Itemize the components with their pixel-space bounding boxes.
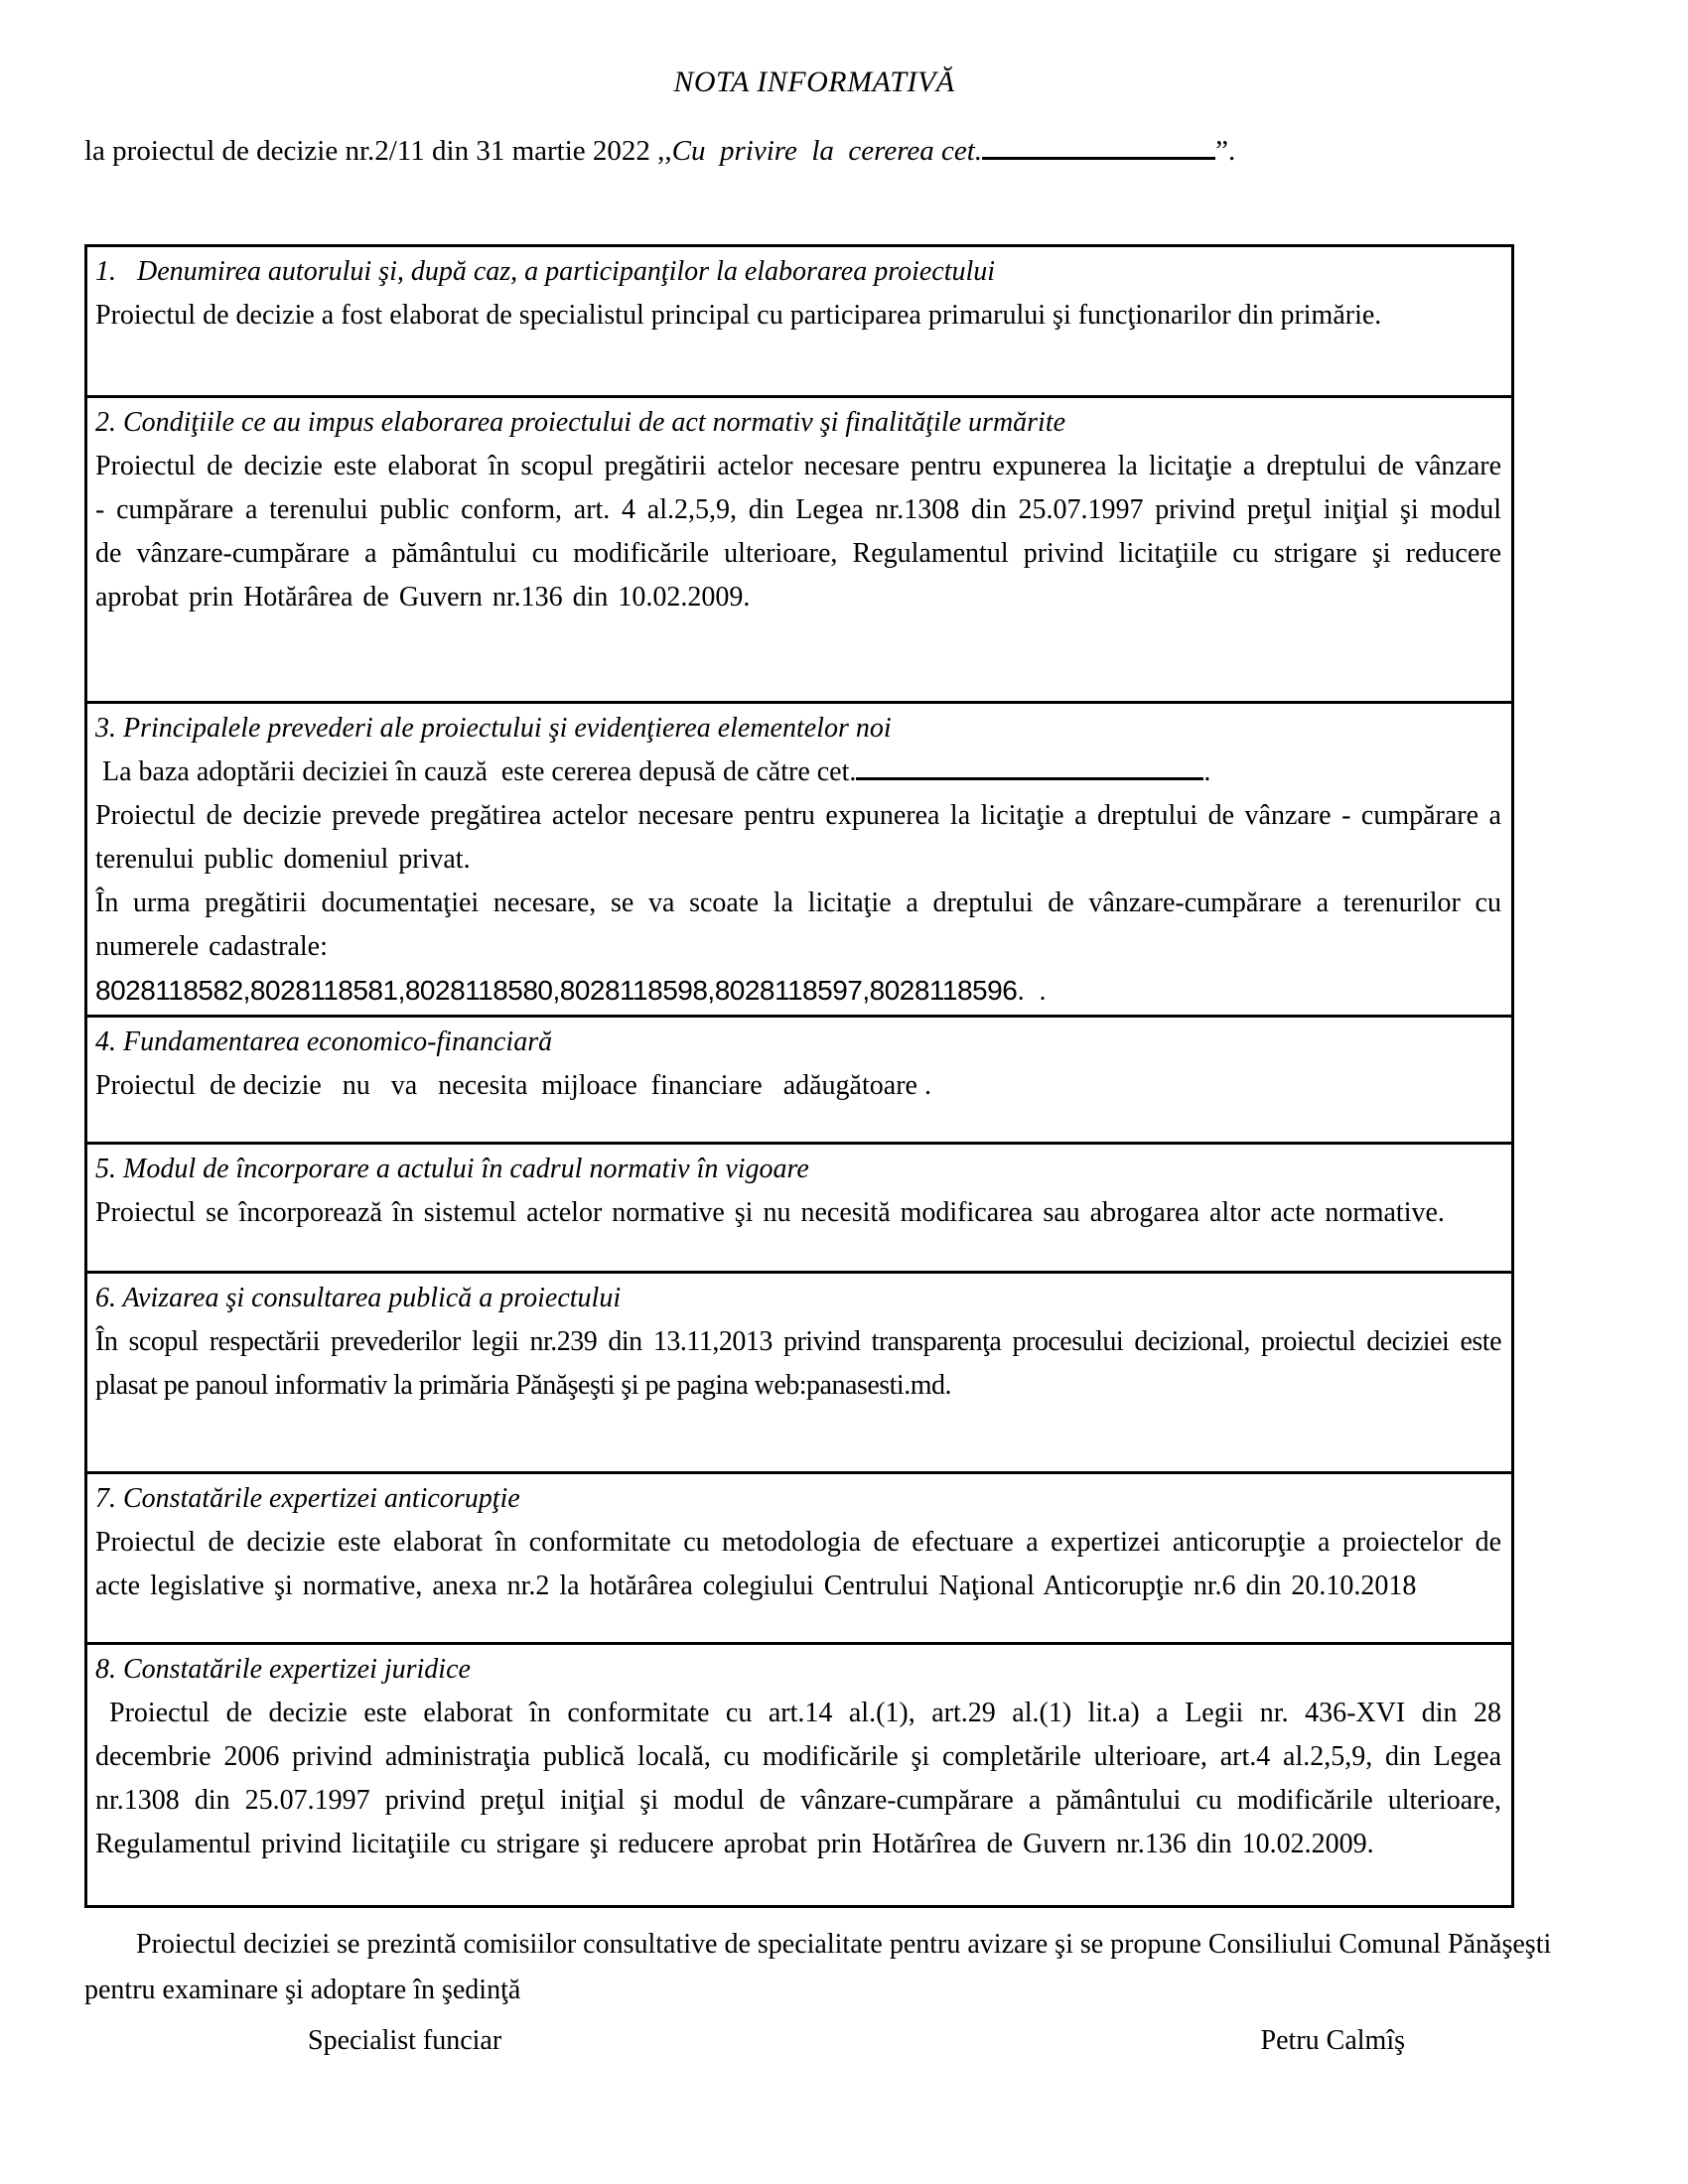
signature-row	[84, 2019, 1604, 2063]
info-table	[84, 244, 1514, 1908]
intro-blank-line	[982, 132, 1215, 160]
signature-name: Petru Calmîş	[1260, 2025, 1405, 2056]
section-3-request-line	[95, 751, 1501, 794]
section-4-heading: 4. Fundamentarea economico-financiară	[95, 1026, 553, 1057]
closing-paragraph: Proiectul deciziei se prezintă comisiilor consultative de specialitate pentru avizare şi se propune Consiliului Comunal Pănăşeşti pentru examinare şi adoptare în şedinţă	[84, 1929, 1552, 2005]
request-blank-line	[856, 753, 1203, 780]
section-5-paragraph: Proiectul se încorporează în sistemul actelor normative şi nu necesită modificarea sau abrogarea altor acte normative.	[95, 1197, 1445, 1228]
section-7-paragraph: Proiectul de decizie este elaborat în conformitate cu metodologia de efectuare a expertizei anticorupţie a proiectelor de acte legislative şi normative, anexa nr.2 la hotărârea colegiului Centrului Naţional Anticorupţie nr.6 din 20.10.2018	[95, 1527, 1501, 1601]
section-7-anticorruption	[87, 1474, 1511, 1645]
section-6-heading: 6. Avizarea şi consultarea publică a proiectului	[95, 1283, 622, 1313]
section-8-heading: 8. Constatările expertizei juridice	[95, 1654, 471, 1685]
section-3-paragraph-1: Proiectul de decizie prevede pregătirea actelor necesare pentru expunerea la licitaţie a dreptului de vânzare - cumpărare a terenului public domeniul privat.	[95, 800, 1501, 875]
cadastral-numbers: 8028118582,8028118581,8028118580,8028118598,8028118597,8028118596. .	[95, 975, 1047, 1006]
request-line-period: .	[1203, 756, 1211, 787]
section-5-heading: 5. Modul de încorporare a actului în cadrul normativ în vigoare	[95, 1154, 809, 1184]
section-2-paragraph: Proiectul de decizie este elaborat în scopul pregătirii actelor necesare pentru expunerea la licitaţie a dreptului de vânzare - cumpărare a terenului public conform, art. 4 al.2,5,9, din Legea nr.1308 din 25.07.1997 privind preţul iniţial şi modul de vânzare-cumpărare a pământului cu modificările ulterioare, Regulamentul privind licitaţiile cu strigare şi reducere aprobat prin Hotărârea de Guvern nr.136 din 10.02.2009.	[95, 451, 1501, 613]
page-title: NOTA INFORMATIVĂ	[673, 66, 955, 98]
intro-suffix: ”.	[1215, 135, 1236, 167]
section-1-author	[87, 247, 1511, 398]
section-6-paragraph: În scopul respectării prevederilor legii nr.239 din 13.11,2013 privind transparenţa procesului decizional, proiectul deciziei este plasat pe panoul informativ la primăria Pănăşeşti şi pe pagina web:panasesti.md.	[95, 1326, 1501, 1401]
section-2-heading: 2. Condiţiile ce au impus elaborarea proiectului de act normativ şi finalităţile urmărite	[95, 407, 1066, 438]
section-7-heading: 7. Constatările expertizei anticorupţie	[95, 1483, 520, 1514]
section-4-financial	[87, 1018, 1511, 1145]
section-8-legal	[87, 1645, 1511, 1905]
request-line-text: La baza adoptării deciziei în cauză este cererea depusă de către cet.	[95, 756, 857, 787]
section-2-conditions	[87, 398, 1511, 704]
section-5-incorporation	[87, 1145, 1511, 1274]
intro-quoted-text: Cu privire la cererea cet.	[671, 135, 983, 167]
section-1-heading: 1. Denumirea autorului şi, după caz, a participanţilor la elaborarea proiectului	[95, 256, 996, 287]
section-3-heading: 3. Principalele prevederi ale proiectului şi evidenţierea elementelor noi	[95, 713, 892, 744]
section-3-paragraph-2: În urma pregătirii documentaţiei necesare, se va scoate la licitaţie a dreptului de vânzare-cumpărare a terenurilor cu numerele cadastrale:	[95, 887, 1501, 962]
intro-prefix: la proiectul de decizie nr.2/11 din 31 martie 2022 ,,	[84, 135, 672, 167]
section-1-paragraph: Proiectul de decizie a fost elaborat de specialistul principal cu participarea primarului şi funcţionarilor din primărie.	[95, 300, 1382, 331]
section-6-consultation	[87, 1274, 1511, 1474]
section-8-paragraph: Proiectul de decizie este elaborat în conformitate cu art.14 al.(1), art.29 al.(1) lit.a) a Legii nr. 436-XVI din 28 decembrie 2006 privind administraţia publică locală, cu modificările şi completările ulterioare, art.4 al.2,5,9, din Legea nr.1308 din 25.07.1997 privind preţul iniţial şi modul de vânzare-cumpărare a pământului cu modificările ulterioare, Regulamentul privind licitaţiile cu strigare şi reducere aprobat prin Hotărîrea de Guvern nr.136 din 10.02.2009.	[95, 1698, 1501, 1859]
intro-line	[84, 129, 1628, 173]
signature-role: Specialist funciar	[308, 2025, 502, 2056]
section-3-provisions	[87, 704, 1511, 1018]
section-4-paragraph: Proiectul de decizie nu va necesita mijloace financiare adăugătoare .	[95, 1070, 931, 1101]
